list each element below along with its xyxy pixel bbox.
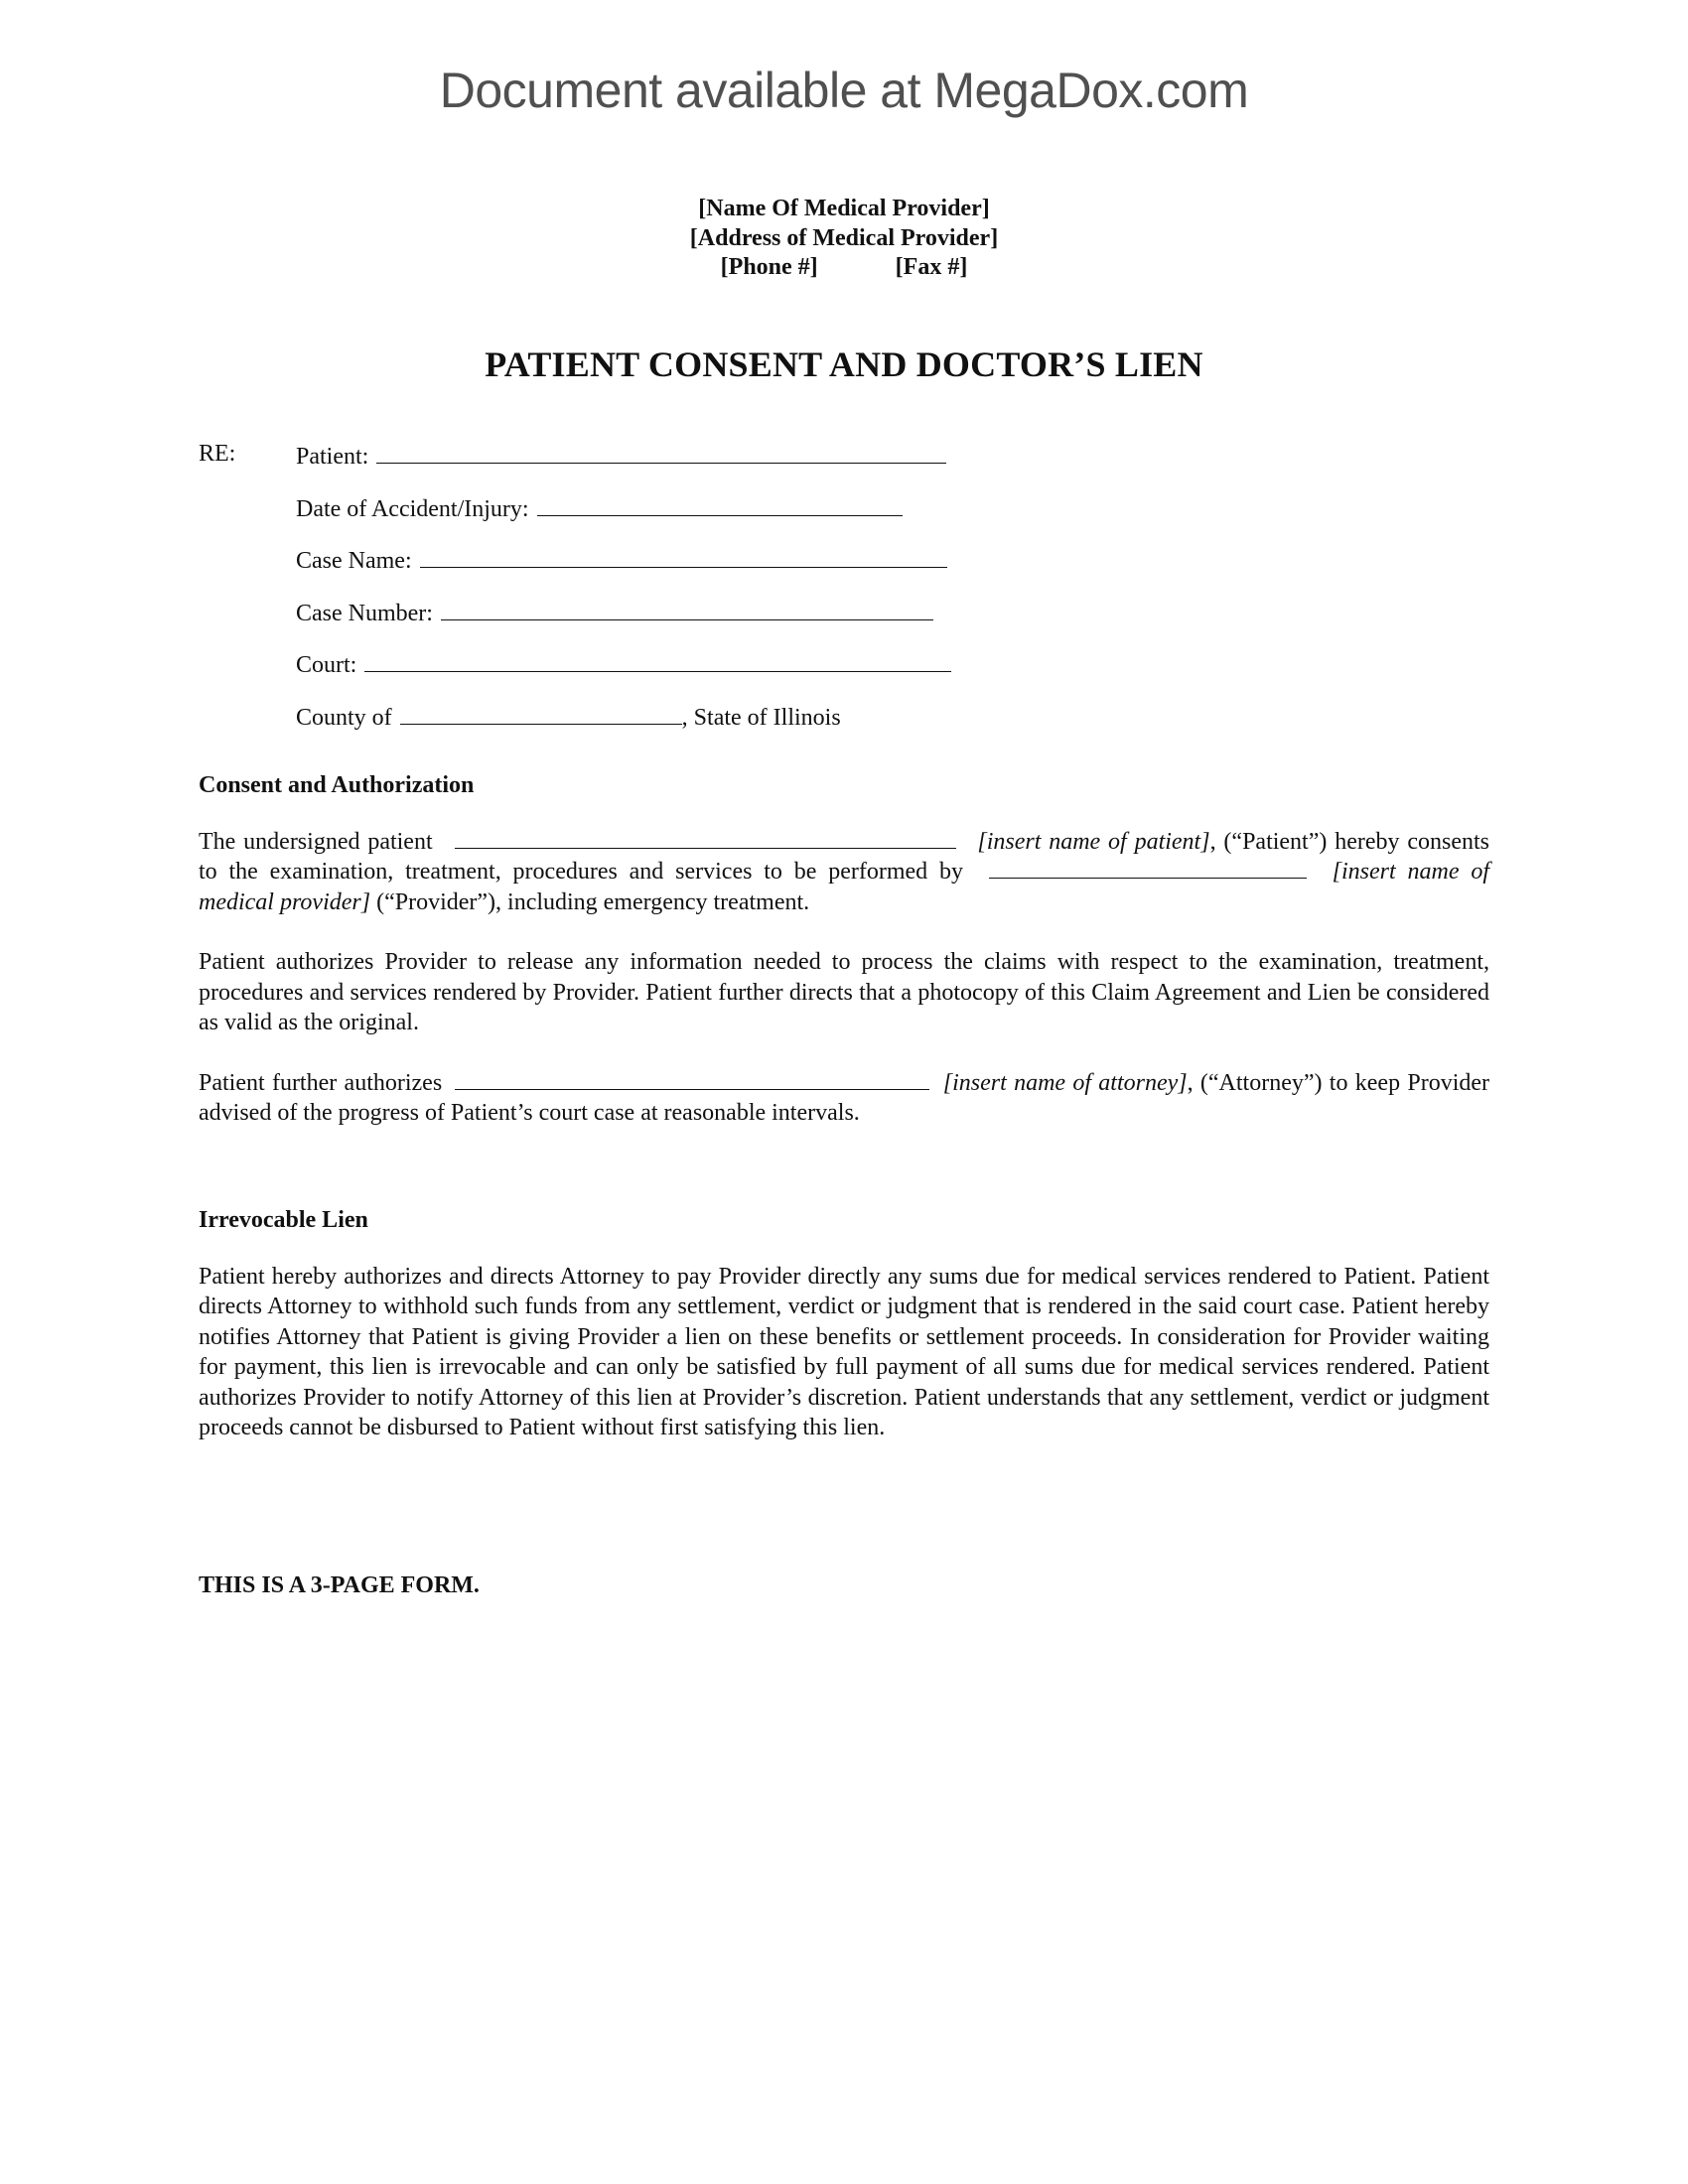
case-number-field [296, 598, 951, 650]
field-label: County of [296, 704, 392, 731]
re-fields [296, 441, 951, 753]
lien-section [199, 1205, 1489, 1443]
placeholder-hint: [insert name of patient] [977, 828, 1210, 855]
lien-heading: Irrevocable Lien [199, 1207, 368, 1233]
patient-input[interactable] [376, 441, 946, 464]
field-label: Case Name: [296, 548, 412, 574]
provider-fax: [Fax #] [895, 254, 968, 280]
field-label: Patient: [296, 444, 369, 470]
document-title: PATIENT CONSENT AND DOCTOR’S LIEN [485, 344, 1203, 384]
patient-field [296, 441, 951, 493]
text-run: , (“Patient”) hereby consents to the examination, treatment, procedures and services to be performed by [199, 828, 1490, 885]
consent-section [199, 770, 1489, 1129]
text-run: Patient further authorizes [199, 1069, 443, 1096]
accident-date-field [296, 493, 951, 546]
re-label: RE: [199, 441, 236, 467]
text-run: (“Provider”), including emergency treatment. [370, 888, 810, 915]
provider-contact [0, 253, 1688, 283]
placeholder-hint: [insert name of medical provider] [199, 859, 1489, 915]
case-name-input[interactable] [420, 545, 947, 568]
field-label: Court: [296, 652, 357, 678]
court-field [296, 649, 951, 702]
county-input[interactable] [400, 702, 682, 725]
consent-heading: Consent and Authorization [199, 772, 475, 798]
county-field [296, 702, 951, 754]
case-name-field [296, 545, 951, 598]
consent-paragraph-3 [199, 1068, 1489, 1129]
attorney-name-input[interactable] [455, 1069, 929, 1090]
lien-paragraph: Patient hereby authorizes and directs Attorney to pay Provider directly any sums due for medical services rendered to Patient. Patient directs Attorney to withhold such funds from any settlement, verdict or judgment that is rendered in the said court case. Patient hereby notifies Attorney that Patient is giving Provider a lien on these benefits or settlement proceeds. In consideration for Provider waiting for payment, this lien is irrevocable and can only be satisfied by full payment of all sums due for medical services rendered. Patient authorizes Provider to notify Attorney of this lien at Provider’s discretion. Patient understands that any settlement, verdict or judgment proceeds cannot be disbursed to Patient without first satisfying this lien. [199, 1263, 1489, 1440]
consent-paragraph-2: Patient authorizes Provider to release any information needed to process the claims with respect to the examination, treatment, procedures and services rendered by Provider. Patient further directs that a photocopy of this Claim Agreement and Lien be considered as valid as the original. [199, 949, 1489, 1035]
consent-paragraph-1 [199, 827, 1489, 918]
field-label: Case Number: [296, 600, 433, 626]
watermark-banner: Document available at MegaDox.com [439, 63, 1249, 118]
text-run: , (“Attorney”) to keep Provider advised of the progress of Patient’s court case at reasonable intervals. [199, 1069, 1490, 1126]
provider-name: [Name Of Medical Provider] [698, 196, 990, 221]
accident-date-input[interactable] [537, 493, 903, 516]
state-text: , State of Illinois [681, 704, 841, 731]
case-number-input[interactable] [441, 598, 933, 620]
provider-address: [Address of Medical Provider] [689, 224, 999, 251]
provider-name-input[interactable] [989, 858, 1307, 879]
text-run: The undersigned patient [199, 828, 433, 855]
field-label: Date of Accident/Injury: [296, 495, 529, 522]
patient-name-input[interactable] [455, 828, 956, 849]
placeholder-hint: [insert name of attorney] [942, 1069, 1188, 1096]
provider-header [0, 195, 1688, 283]
page-count-note: THIS IS A 3-PAGE FORM. [199, 1572, 480, 1598]
provider-phone: [Phone #] [720, 254, 818, 280]
court-input[interactable] [364, 649, 951, 672]
